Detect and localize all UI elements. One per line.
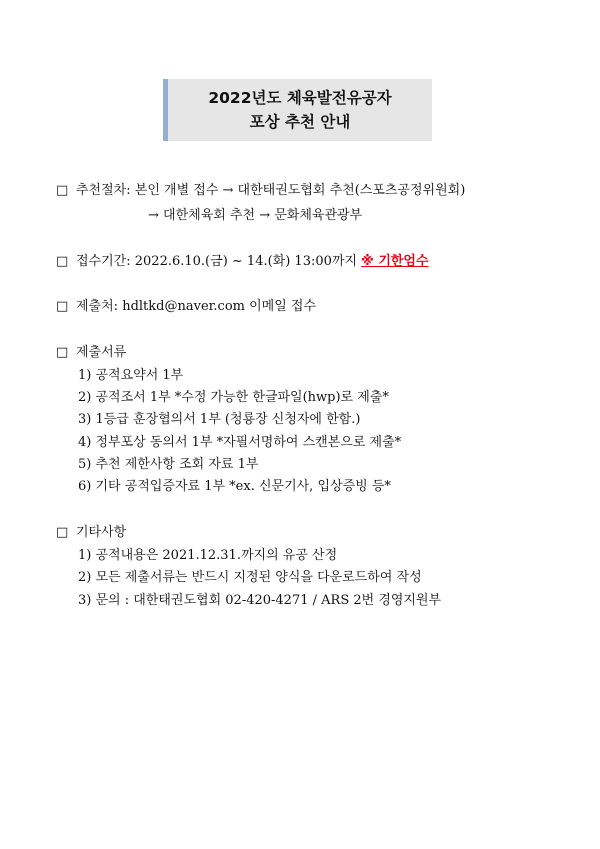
checkbox-bullet: □ — [56, 525, 69, 540]
process-line-1: 본인 개별 접수 → 대한태권도협회 추천(스포츠공정위원회) — [134, 183, 466, 198]
other-item-3: 3) 문의 : 대한태권도협회 02-420-4271 / ARS 2번 경영지원부 — [78, 593, 442, 608]
page-title-line-1: 2022년도 체육발전유공자 — [208, 89, 392, 107]
process-line-2: → 대한체육회 추천 → 문화체육관광부 — [148, 208, 363, 223]
document-item-3: 3) 1등급 훈장협의서 1부 (청룡장 신청자에 한함.) — [78, 412, 361, 427]
checkbox-bullet: □ — [56, 345, 69, 360]
document-item-1: 1) 공적요약서 1부 — [78, 368, 184, 383]
documents-heading: 제출서류 — [76, 345, 127, 360]
deadline-note: ※ 기한엄수 — [361, 254, 429, 269]
page-title-line-2: 포상 추천 안내 — [249, 113, 351, 131]
submit-text: hdltkd@naver.com 이메일 접수 — [122, 299, 317, 314]
checkbox-bullet: □ — [56, 299, 69, 314]
period-row — [56, 253, 429, 271]
documents-heading-row — [56, 344, 126, 362]
document-item-2: 2) 공적조서 1부 *수정 가능한 한글파일(hwp)로 제출* — [78, 390, 389, 405]
other-heading: 기타사항 — [76, 525, 127, 540]
other-item-1: 1) 공적내용은 2021.12.31.까지의 유공 산정 — [78, 548, 338, 563]
checkbox-bullet: □ — [56, 254, 69, 269]
document-item-5: 5) 추천 제한사항 조회 자료 1부 — [78, 457, 259, 472]
period-label: 접수기간: — [76, 254, 131, 269]
process-label: 추천절차: — [76, 183, 131, 198]
submit-label: 제출처: — [76, 299, 119, 314]
submit-row — [56, 298, 316, 316]
document-item-4: 4) 정부포상 동의서 1부 *자필서명하여 스캔본으로 제출* — [78, 435, 402, 450]
other-item-2: 2) 모든 제출서류는 반드시 지정된 양식을 다운로드하여 작성 — [78, 570, 422, 585]
title-box — [163, 79, 432, 141]
process-row — [56, 182, 465, 200]
period-text: 2022.6.10.(금) ~ 14.(화) 13:00까지 — [134, 254, 358, 269]
document-item-6: 6) 기타 공적입증자료 1부 *ex. 신문기사, 입상증빙 등* — [78, 479, 391, 494]
other-heading-row — [56, 524, 126, 542]
checkbox-bullet: □ — [56, 183, 69, 198]
